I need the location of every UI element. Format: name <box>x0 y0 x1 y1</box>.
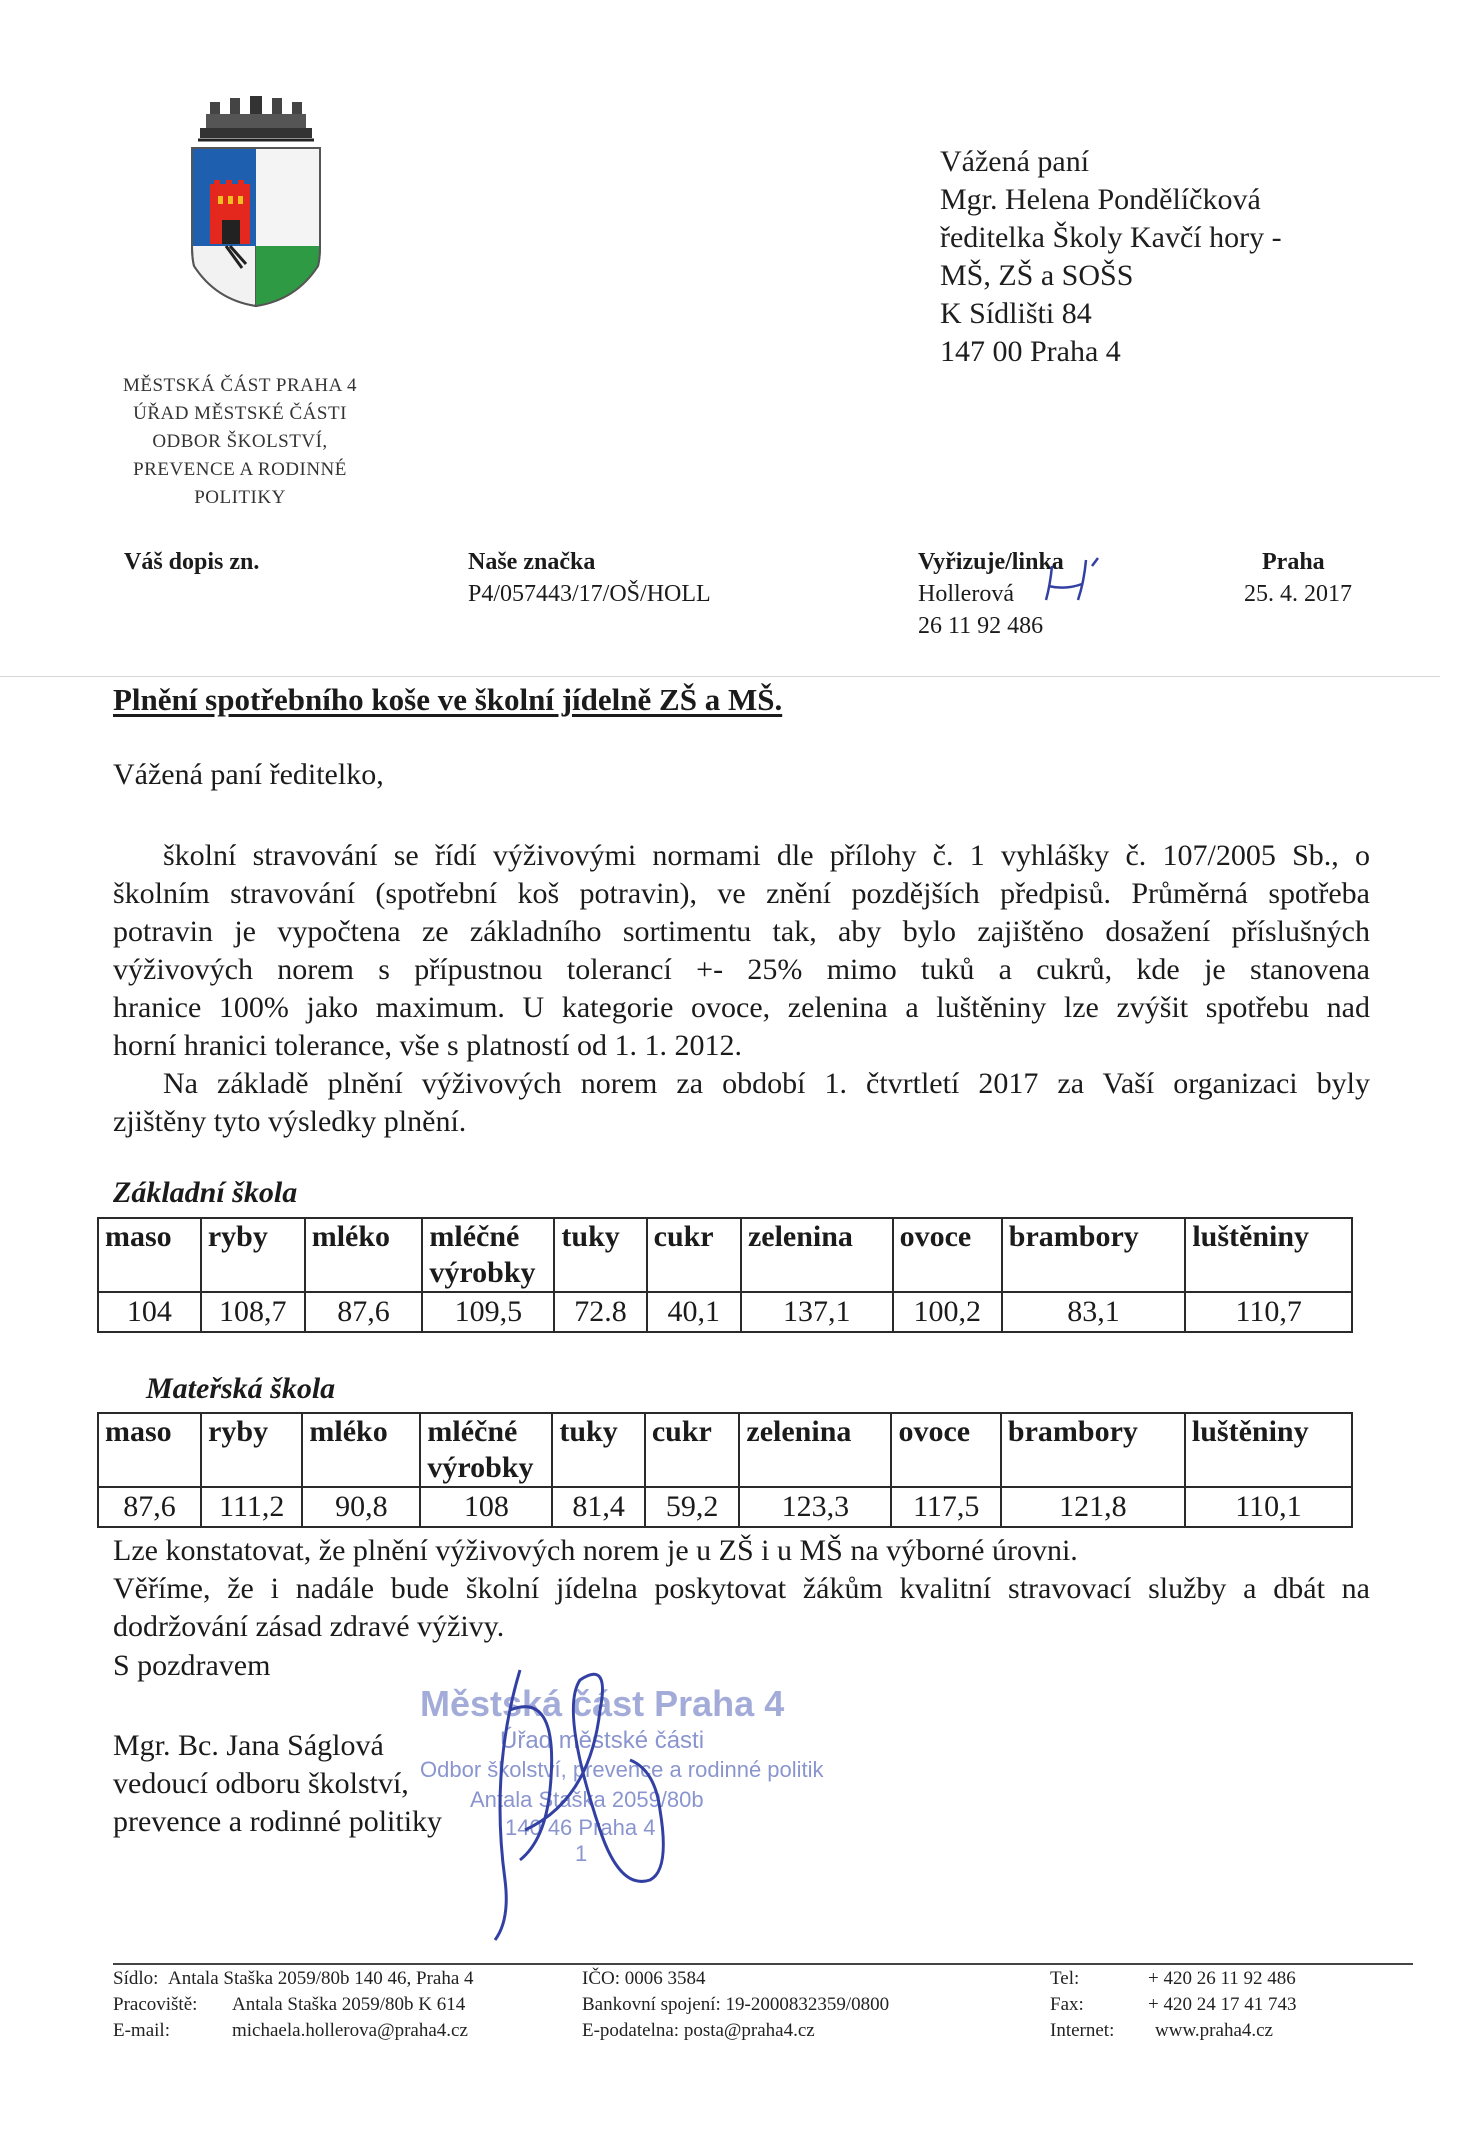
table-cell: 104 <box>98 1292 201 1332</box>
coat-of-arms-logo <box>186 96 326 318</box>
table-header-row <box>98 1413 1352 1487</box>
footer-seat-label: Sídlo: <box>113 1968 159 1989</box>
closing-line: Lze konstatovat, že plnění výživových norem je u ZŠ i u MŠ na výborné úrovni. <box>113 1534 1078 1567</box>
stamp-line: Antala Staška 2059/80b <box>470 1787 704 1812</box>
footer-bank: Bankovní spojení: 19-2000832359/0800 <box>582 1994 890 2015</box>
results-table-ms <box>97 1412 1353 1528</box>
office-line: ODBOR ŠKOLSTVÍ, <box>152 431 328 452</box>
table-cell: 87,6 <box>305 1292 423 1332</box>
table-cell: 100,2 <box>893 1292 1002 1332</box>
column-header: tuky <box>554 1218 646 1292</box>
column-header: ryby <box>201 1218 305 1292</box>
table-cell: 83,1 <box>1002 1292 1186 1332</box>
table-cell: 137,1 <box>741 1292 893 1332</box>
recipient-line: MŠ, ZŠ a SOŠS <box>940 259 1134 292</box>
column-header: maso <box>98 1218 201 1292</box>
body-line: Na základě plnění výživových norem za období 1. čtvrtletí 2017 za Vaší organizaci byly <box>163 1067 1370 1100</box>
shield-icon <box>192 148 320 306</box>
stamp-line: Úřad městské části <box>500 1727 705 1754</box>
footer-tel-value: + 420 26 11 92 486 <box>1148 1968 1296 1989</box>
table-cell: 111,2 <box>201 1487 302 1527</box>
column-header: brambory <box>1002 1218 1186 1292</box>
column-header: mléčné výrobky <box>422 1218 554 1292</box>
salutation: Vážená paní ředitelko, <box>113 758 384 791</box>
body-line: výživových norem s přípustnou tolerancí +- 25% mimo tuků a cukrů, kde je stanovena <box>113 953 1370 986</box>
column-header: brambory <box>1001 1413 1185 1487</box>
recipient-line: ředitelka Školy Kavčí hory - <box>940 221 1282 254</box>
letter-subject: Plnění spotřebního koše ve školní jídelně ZŠ a MŠ. <box>113 682 783 717</box>
column-header: mléko <box>305 1218 423 1292</box>
footer-seat-value: Antala Staška 2059/80b 140 46, Praha 4 <box>168 1968 474 1989</box>
closing-line: dodržování zásad zdravé výživy. <box>113 1610 505 1643</box>
stamp-line: Městská část Praha 4 <box>420 1683 785 1724</box>
column-header: mléčné výrobky <box>420 1413 552 1487</box>
handwritten-signature <box>450 1650 750 1950</box>
body-line: školním stravování (spotřební koš potravin), ve znění pozdějších předpisů. Průměrná spotřeba <box>113 877 1370 910</box>
recipient-line: Vážená paní <box>940 145 1090 178</box>
handled-by-label: Vyřizuje/linka <box>918 549 1064 575</box>
place-label: Praha <box>1262 549 1325 575</box>
footer-workplace-value: Antala Staška 2059/80b K 614 <box>232 1994 466 2015</box>
column-header: ovoce <box>891 1413 1000 1487</box>
recipient-line: 147 00 Praha 4 <box>940 335 1121 368</box>
footer-divider <box>113 1963 1413 1965</box>
table-cell: 121,8 <box>1001 1487 1185 1527</box>
column-header: ryby <box>201 1413 302 1487</box>
our-ref-value: P4/057443/17/OŠ/HOLL <box>468 581 711 607</box>
results-table-zs <box>97 1217 1353 1333</box>
signatory-line: vedoucí odboru školství, <box>113 1767 409 1800</box>
table-cell: 110,1 <box>1185 1487 1352 1527</box>
stamp-line: 140 46 Praha 4 <box>505 1815 656 1840</box>
our-ref-label: Naše značka <box>468 549 596 575</box>
table-title-ms: Mateřská škola <box>146 1372 336 1405</box>
table-cell: 72.8 <box>554 1292 646 1332</box>
table-cell: 81,4 <box>552 1487 644 1527</box>
column-header: tuky <box>552 1413 644 1487</box>
table-cell: 123,3 <box>739 1487 891 1527</box>
table-cell: 108,7 <box>201 1292 305 1332</box>
column-header: zelenina <box>739 1413 891 1487</box>
crown-icon <box>198 96 314 140</box>
footer-epodatelna: E-podatelna: posta@praha4.cz <box>582 2020 815 2041</box>
footer-fax-value: + 420 24 17 41 743 <box>1148 1994 1297 2015</box>
closing-line: Věříme, že i nadále bude školní jídelna poskytovat žákům kvalitní stravovací služby a dbát na <box>113 1572 1370 1605</box>
column-header: cukr <box>645 1413 740 1487</box>
footer-web-label: Internet: <box>1050 2020 1115 2041</box>
footer-email-value: michaela.hollerova@praha4.cz <box>232 2020 468 2041</box>
table-cell: 59,2 <box>645 1487 740 1527</box>
column-header: maso <box>98 1413 201 1487</box>
column-header: zelenina <box>741 1218 893 1292</box>
your-letter-label: Váš dopis zn. <box>124 549 260 575</box>
table-cell: 108 <box>420 1487 552 1527</box>
signatory-line: Mgr. Bc. Jana Ságlová <box>113 1729 384 1762</box>
table-cell: 40,1 <box>647 1292 741 1332</box>
office-line: MĚSTSKÁ ČÁST PRAHA 4 <box>122 375 357 396</box>
body-line: horní hranici tolerance, vše s platností od 1. 1. 2012. <box>113 1029 743 1062</box>
stamp-line: Odbor školství, prevence a rodinné politik <box>420 1757 824 1782</box>
table-cell: 110,7 <box>1185 1292 1352 1332</box>
body-line: hranice 100% jako maximum. U kategorie ovoce, zelenina a luštěniny lze zvýšit spotřebu nad <box>113 991 1370 1024</box>
greeting: S pozdravem <box>113 1649 271 1682</box>
footer-web-value: www.praha4.cz <box>1155 2020 1273 2041</box>
letter-date: 25. 4. 2017 <box>1244 581 1352 607</box>
initials-signature <box>1036 556 1106 606</box>
table-cell: 90,8 <box>302 1487 420 1527</box>
column-header: mléko <box>302 1413 420 1487</box>
body-line: zjištěny tyto výsledky plnění. <box>113 1105 467 1138</box>
table-row <box>98 1487 1352 1527</box>
recipient-line: K Sídlišti 84 <box>940 297 1092 330</box>
body-line: potravin je vypočtena ze základního sortimentu tak, aby bylo zajištěno dosažení příslušných <box>113 915 1370 948</box>
office-line: ÚŘAD MĚSTSKÉ ČÁSTI <box>133 403 347 424</box>
table-cell: 109,5 <box>422 1292 554 1332</box>
office-line: PREVENCE A RODINNÉ <box>133 459 347 480</box>
column-header: ovoce <box>893 1218 1002 1292</box>
column-header: luštěniny <box>1185 1218 1352 1292</box>
body-line: školní stravování se řídí výživovými normami dle přílohy č. 1 vyhlášky č. 107/2005 Sb., o <box>163 839 1370 872</box>
office-line: POLITIKY <box>194 487 286 508</box>
header-divider <box>0 676 1440 677</box>
table-cell: 87,6 <box>98 1487 201 1527</box>
handled-by-name: Hollerová <box>918 581 1014 607</box>
table-cell: 117,5 <box>891 1487 1000 1527</box>
column-header: cukr <box>647 1218 741 1292</box>
footer-ico: IČO: 0006 3584 <box>582 1968 706 1989</box>
footer-fax-label: Fax: <box>1050 1994 1084 2015</box>
table-header-row <box>98 1218 1352 1292</box>
column-header: luštěniny <box>1185 1413 1352 1487</box>
handled-by-phone: 26 11 92 486 <box>918 613 1044 639</box>
table-title-zs: Základní škola <box>113 1176 298 1209</box>
footer-email-label: E-mail: <box>113 2020 170 2041</box>
stamp-line: 1 <box>575 1841 588 1866</box>
signatory-line: prevence a rodinné politiky <box>113 1805 443 1838</box>
table-row <box>98 1292 1352 1332</box>
footer-workplace-label: Pracoviště: <box>113 1994 198 2015</box>
recipient-line: Mgr. Helena Pondělíčková <box>940 183 1261 216</box>
footer-tel-label: Tel: <box>1050 1968 1080 1989</box>
